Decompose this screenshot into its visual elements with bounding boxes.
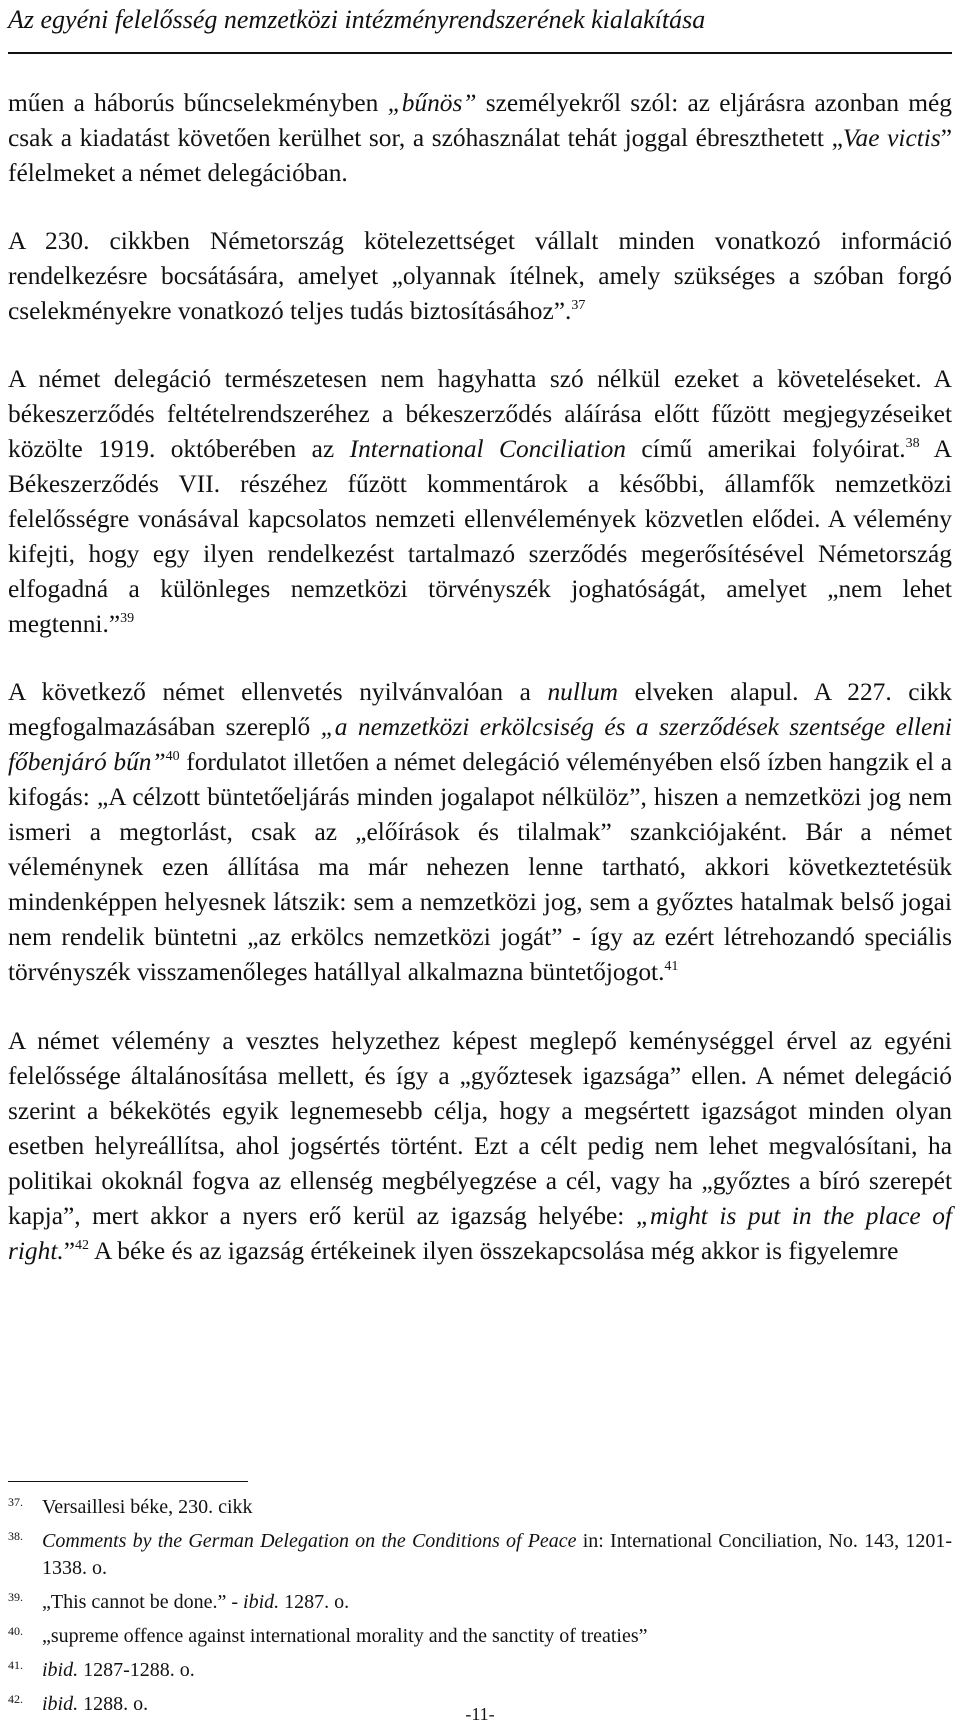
footnote-number: 41. (8, 1658, 23, 1672)
paragraph-1 (8, 86, 952, 191)
page-number: -11- (465, 1704, 495, 1724)
text-run: A német vélemény a vesztes helyzethez képest meglepő keménységgel érvel az egyéni felelőssége általánosítása mellett, és így a „győztesek igazsága” ellen. A német delegáció szerint a békekötés egyik legnemesebb célja, hogy a megsértett igazságot minden olyan esetben helyreállítsa, ahol jogsértés történt. Ezt a célt pedig nem lehet megvalósítani, ha politikai okoknál fogva az ellenség megbélyegzése a cél, vagy ha „győztes a bíró szerepét kapja”, mert akkor a nyers erő kerül az igazság helyébe: (8, 1027, 952, 1230)
footnote-divider (8, 1481, 248, 1482)
footnote-39 (8, 1589, 952, 1616)
text-run: A következő német ellenvetés nyilvánvalóan a (8, 678, 548, 706)
text-run: ” (63, 1237, 76, 1265)
footnote-text: 1287-1288. o. (78, 1659, 195, 1681)
footnote-ref-42[interactable]: 42 (75, 1238, 90, 1253)
footnote-text: Versaillesi béke, 230. cikk (42, 1496, 253, 1518)
running-header (8, 4, 952, 54)
text-run: A Békeszerződés VII. részéhez fűzött kommentárok a későbbi, államfők nemzetközi felelősségre vonásával kapcsolatos nemzeti ellenvélemények közvetlen elődei. A vélemény kifejti, hogy egy ilyen rendelkezést tartalmazó szerződés megerősítésével Németország elfogadná a különleges nemzetközi törvényszék joghatóságát, amelyet „nem lehet megtenni.” (8, 435, 952, 638)
paragraph-2 (8, 224, 952, 329)
italic-run: „might is put in the place of right. (8, 1202, 952, 1265)
footnote-text: „supreme offence against international morality and the sanctity of treaties” (42, 1625, 648, 1647)
text-run: műen a háborús bűncselekményben (8, 89, 388, 117)
footnote-38 (8, 1528, 952, 1582)
footnotes (8, 1494, 952, 1725)
footnote-italic: ibid. (243, 1591, 280, 1613)
footnote-number: 40. (8, 1624, 23, 1638)
italic-run: Vae victis (842, 124, 941, 152)
footnote-italic: ibid. (42, 1693, 79, 1715)
italic-run: „a nemzetközi erkölcsiség és a szerződések szentsége elleni főbenjáró bűn” (8, 713, 952, 776)
footnote-text: in: International Conciliation, No. 143, 1201-1338. o. (42, 1530, 952, 1579)
main-text (8, 86, 952, 1269)
footnote-text: 1288. o. (78, 1693, 149, 1715)
footnote-40 (8, 1623, 952, 1650)
italic-run: „bűnös” (387, 89, 477, 117)
footnote-number: 38. (8, 1529, 23, 1543)
footnote-ref-38[interactable]: 38 (905, 436, 920, 451)
paragraph-5 (8, 1024, 952, 1269)
italic-run: nullum (547, 678, 619, 706)
footnote-37 (8, 1494, 952, 1521)
footnote-italic: Comments by the German Delegation on the Conditions of Peace (42, 1530, 577, 1552)
text-run: személyekről szól: az eljárásra azonban még csak a kiadatást követően kerülhet sor, a szóhasználat tehát joggal ébreszthetett „ (8, 89, 952, 152)
footnote-ref-41[interactable]: 41 (664, 959, 679, 974)
italic-run: International Conciliation (349, 435, 626, 463)
text-run: A német delegáció természetesen nem hagyhatta szó nélkül ezeket a követeléseket. A békeszerződés feltételrendszeréhez a békeszerződés aláírása előtt fűzött megjegyzéseiket közölte 1919. októberében az (8, 365, 952, 463)
text-run: A 230. cikkben Németország kötelezettséget vállalt minden vonatkozó információ rendelkezésre bocsátására, amelyet „olyannak ítélnek, amely szükséges a szóban forgó cselekményekre vonatkozó teljes tudás biztosításához”. (8, 227, 952, 325)
footnote-number: 42. (8, 1692, 23, 1706)
text-run: című amerikai folyóirat. (625, 435, 906, 463)
text-run: fordulatot illetően a német delegáció véleményében első ízben hangzik el a kifogás: „A célzott büntetőeljárás minden jogalapot nélkülöz”, hiszen a nemzetközi jog nem ismeri a megtorlást, csak az „előírások és tilalmak” szankciójaként. Bár a német véleménynek ezen állítása ma már nehezen lenne tartható, akkori következtetésük mindenképpen helyesnek látszik: sem a nemzetközi jog, sem a győztes hatalmak belső jogai nem rendelik büntetni „az erkölcs nemzetközi jogát” - így az ezért létrehozandó speciális törvényszék visszamenőleges hatállyal alkalmazna büntetőjogot. (8, 748, 952, 986)
footnote-number: 39. (8, 1590, 23, 1604)
footnote-41 (8, 1657, 952, 1684)
footnote-text: „This cannot be done.” - (42, 1591, 244, 1613)
footnote-italic: ibid. (42, 1659, 79, 1681)
running-header-title: Az egyéni felelősség nemzetközi intézményrendszerének kialakítása (8, 5, 706, 34)
footnote-ref-37[interactable]: 37 (571, 298, 586, 313)
footnote-text: 1287. o. (279, 1591, 350, 1613)
footnote-number: 37. (8, 1495, 23, 1509)
text-run: elveken alapul. A 227. cikk megfogalmazásában szereplő (8, 678, 952, 741)
paragraph-3 (8, 362, 952, 642)
text-run: ” félelmeket a német delegációban. (8, 124, 952, 187)
footnote-ref-39[interactable]: 39 (120, 611, 135, 626)
footnote-ref-40[interactable]: 40 (165, 749, 180, 764)
text-run: A béke és az igazság értékeinek ilyen összekapcsolása még akkor is figyelemre (89, 1237, 899, 1265)
paragraph-4 (8, 675, 952, 990)
